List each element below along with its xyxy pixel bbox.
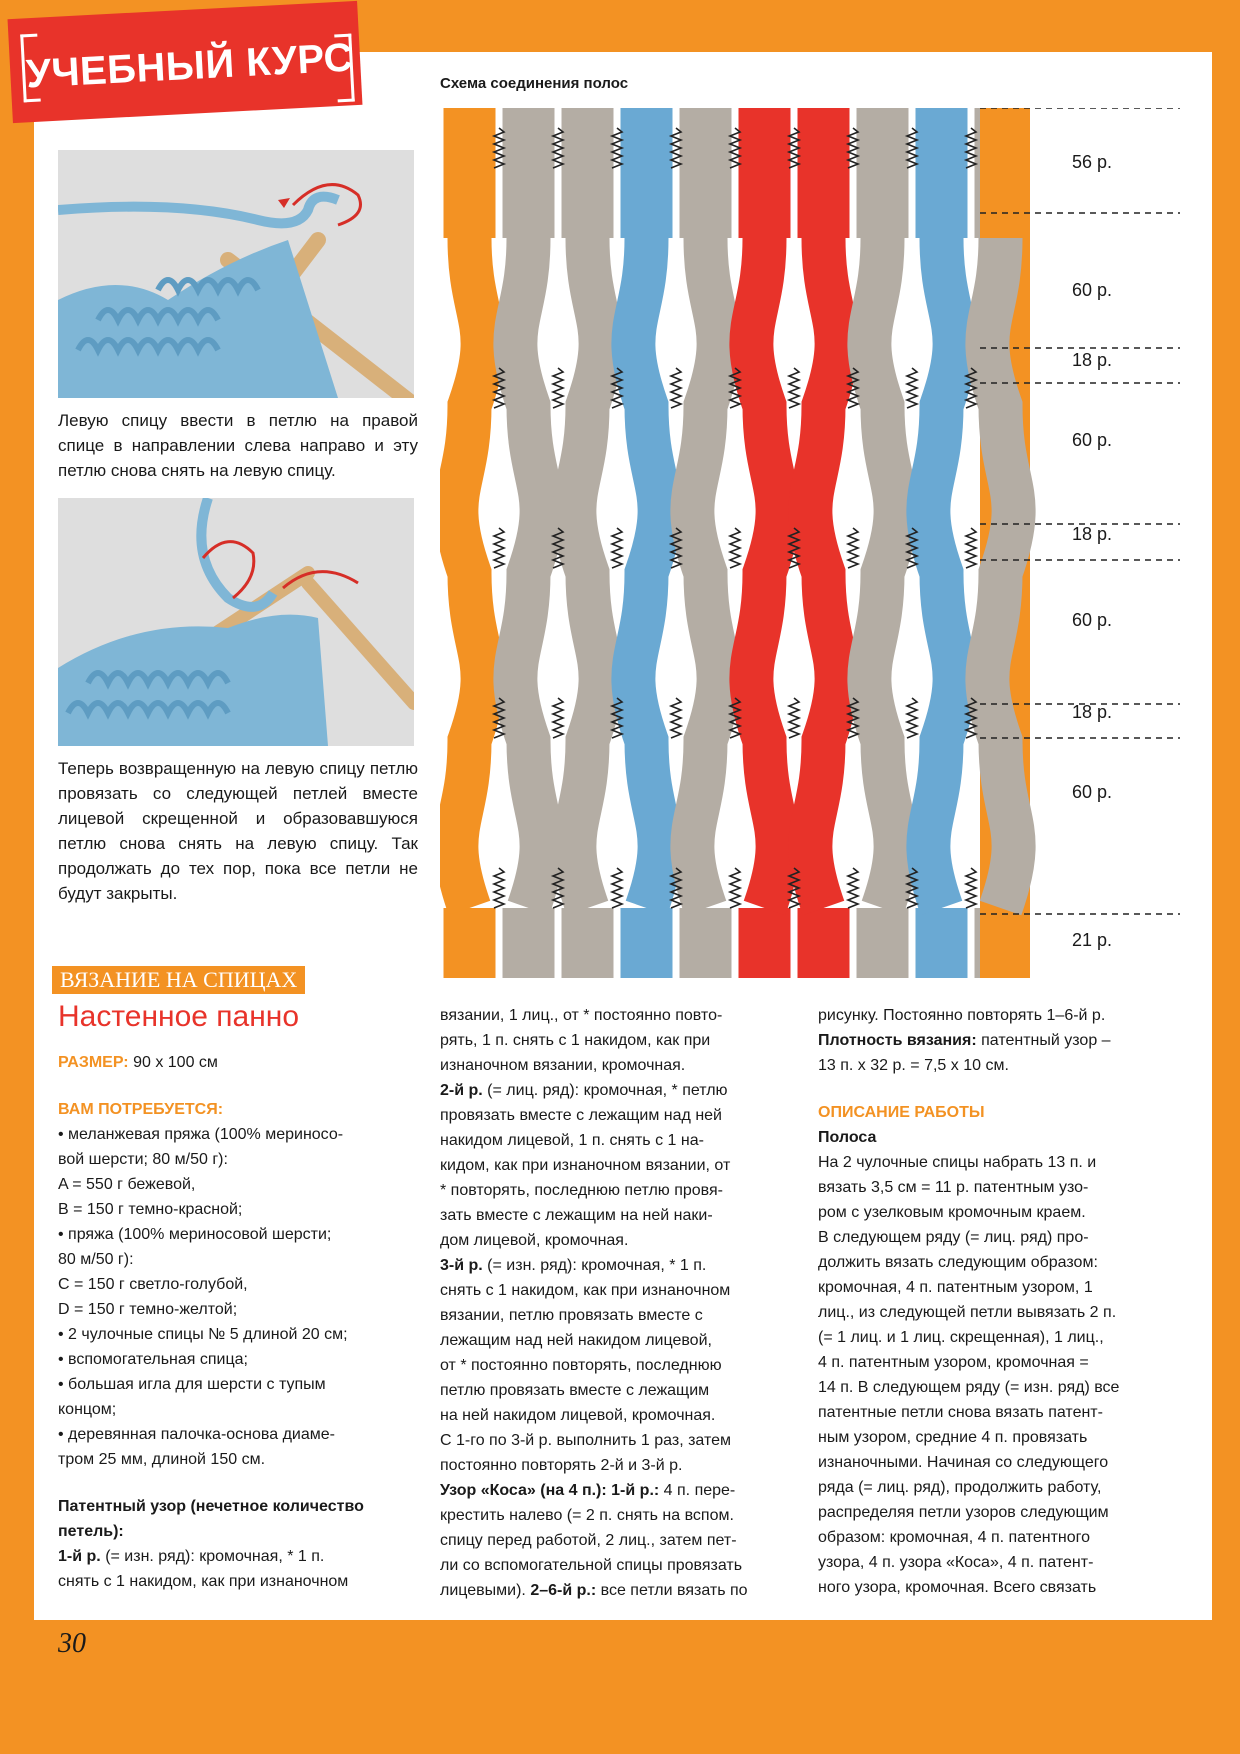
text-line: С 1-го по 3-й р. выполнить 1 раз, затем (440, 1432, 732, 1449)
text-line: рять, 1 п. снять с 1 накидом, как при (440, 1032, 711, 1049)
text-line: На 2 чулочные спицы набрать 13 п. и (818, 1154, 1097, 1171)
text-line: постоянно повторять 2-й и 3-й р. (440, 1457, 683, 1474)
strip-bottom (562, 908, 614, 978)
work-heading: ОПИСАНИЕ РАБОТЫ (818, 1104, 985, 1121)
strip-top (798, 108, 850, 238)
strip-top (621, 108, 673, 238)
text-line: патентные петли снова вязать патент- (818, 1404, 1103, 1421)
text-line: ли со вспомогательной спицы провязать (440, 1557, 743, 1574)
column-1 (58, 1050, 428, 1594)
text-line: • большая игла для шерсти с тупым (58, 1376, 326, 1393)
step1-photo (58, 150, 414, 398)
size-label: РАЗМЕР: (58, 1054, 129, 1071)
text-line: дом лицевой, кромочная. (440, 1232, 629, 1249)
text-line: 80 м/50 г): (58, 1251, 134, 1268)
text-line: спицу перед работой, 2 лиц., затем пет- (440, 1532, 737, 1549)
text-line: на ней накидом лицевой, кромочная. (440, 1407, 716, 1424)
size-value: 90 x 100 см (133, 1054, 218, 1071)
text-line: Плотность вязания: патентный узор – (818, 1032, 1111, 1049)
strip-bottom (916, 908, 968, 978)
text-line: C = 150 г светло-голубой, (58, 1276, 248, 1293)
text-line: • 2 чулочные спицы № 5 длиной 20 см; (58, 1326, 348, 1343)
article-title: Настенное панно (58, 1000, 300, 1033)
row-count-label: 60 р. (1072, 430, 1113, 450)
strip-bottom (680, 908, 732, 978)
work-description (818, 1125, 1188, 1600)
text-line: вязании, петлю провязать вместе с (440, 1307, 703, 1324)
strip-top (562, 108, 614, 238)
materials-list (58, 1122, 428, 1472)
section-label: УЧЕБНЫЙ КУРС (25, 35, 355, 97)
text-line: крестить налево (= 2 п. снять на вспом. (440, 1507, 734, 1524)
column-2 (440, 1003, 800, 1603)
column-3 (818, 1003, 1188, 1600)
right-border (1212, 0, 1240, 1754)
text-line: В следующем ряду (= лиц. ряд) про- (818, 1229, 1089, 1246)
row-count-label: 60 р. (1072, 280, 1113, 300)
text-line: образом: кромочная, 4 п. патентного (818, 1529, 1091, 1546)
strip-connection-scheme (440, 108, 1180, 982)
text-line: • вспомогательная спица; (58, 1351, 248, 1368)
text-line: лежащим над ней накидом лицевой, (440, 1332, 712, 1349)
text-line: ного узора, кромочная. Всего связать (818, 1579, 1097, 1596)
text-line: D = 150 г темно-желтой; (58, 1301, 238, 1318)
text-line: кидом, как при изнаночном вязании, от (440, 1157, 731, 1174)
text-line: зать вместе с лежащим на ней наки- (440, 1207, 713, 1224)
row1-text-a: (= изн. ряд): кромочная, * 1 п. (105, 1548, 325, 1565)
pattern-instructions (440, 1003, 800, 1603)
text-line: узора, 4 п. узора «Коса», 4 п. патент- (818, 1554, 1094, 1571)
text-line: снять с 1 накидом, как при изнаночном (440, 1282, 731, 1299)
text-line: 4 п. патентным узором, кромочная = (818, 1354, 1089, 1371)
strip-top (503, 108, 555, 238)
strip-bottom (857, 908, 909, 978)
text-line: кромочная, 4 п. патентным узором, 1 (818, 1279, 1093, 1296)
text-line: A = 550 г бежевой, (58, 1176, 196, 1193)
text-line: лиц., из следующей петли вывязать 2 п. (818, 1304, 1117, 1321)
text-line: Полоса (818, 1129, 877, 1146)
text-line: 3-й р. (= изн. ряд): кромочная, * 1 п. (440, 1257, 707, 1274)
row-count-label: 60 р. (1072, 610, 1113, 630)
strip-bottom (621, 908, 673, 978)
text-line: накидом лицевой, 1 п. снять с 1 на- (440, 1132, 704, 1149)
row1-label: 1-й р. (58, 1548, 101, 1565)
text-line: • пряжа (100% мериносовой шерсти; (58, 1226, 332, 1243)
text-line: вязать 3,5 см = 11 р. патентным узо- (818, 1179, 1089, 1196)
step1-caption: Левую спицу ввести в петлю на правой спице в направлении слева направо и эту петлю снова снять на левую спицу. (58, 411, 418, 480)
strip-top (739, 108, 791, 238)
scheme-title: Схема соединения полос (440, 75, 629, 92)
text-line: 2-й р. (= лиц. ряд): кромочная, * петлю (440, 1082, 728, 1099)
text-line: B = 150 г темно-красной; (58, 1201, 243, 1218)
text-line: провязать вместе с лежащим над ней (440, 1107, 722, 1124)
row1-text-b: снять с 1 накидом, как при изнаночном (58, 1573, 349, 1590)
text-line: изнаночными. Начиная со следующего (818, 1454, 1109, 1471)
text-line: тром 25 мм, длиной 150 см. (58, 1451, 266, 1468)
text-line: ным узором, средние 4 п. провязать (818, 1429, 1088, 1446)
text-line: распределяя петли узоров следующим (818, 1504, 1109, 1521)
text-line: ром с узелковым кромочным краем. (818, 1204, 1086, 1221)
scheme-diagram (440, 108, 1180, 978)
materials-heading: ВАМ ПОТРЕБУЕТСЯ: (58, 1101, 224, 1118)
row-count-label: 56 р. (1072, 152, 1113, 172)
text-line: • деревянная палочка-основа диаме- (58, 1426, 335, 1443)
left-border (0, 0, 34, 1754)
text-line: концом; (58, 1401, 117, 1418)
strip-top (680, 108, 732, 238)
row-count-label: 18 р. (1072, 524, 1113, 544)
text-line: 14 п. В следующем ряду (= изн. ряд) все (818, 1379, 1120, 1396)
text-line: должить вязать следующим образом: (818, 1254, 1098, 1271)
row-count-label: 21 р. (1072, 930, 1113, 950)
strip-top (444, 108, 496, 238)
text-line: 13 п. x 32 р. = 7,5 x 10 см. (818, 1057, 1009, 1074)
text-line: рисунку. Постоянно повторять 1–6-й р. (818, 1007, 1106, 1024)
text-line: лицевыми). 2–6-й р.: все петли вязать по (440, 1582, 748, 1599)
strip-bottom (798, 908, 850, 978)
step2-photo (58, 498, 414, 746)
row-count-label: 18 р. (1072, 350, 1113, 370)
page-number: 30 (58, 1628, 86, 1659)
text-line: • меланжевая пряжа (100% мериносо- (58, 1126, 344, 1143)
bottom-border (0, 1620, 1240, 1754)
row-count-label: 60 р. (1072, 782, 1113, 802)
text-line: вязании, 1 лиц., от * постоянно повто- (440, 1007, 723, 1024)
strip-top (857, 108, 909, 238)
text-line: * повторять, последнюю петлю провя- (440, 1182, 723, 1199)
text-line: петлю провязать вместе с лежащим (440, 1382, 710, 1399)
density-text (818, 1003, 1188, 1078)
step2-caption: Теперь возвращенную на левую спицу петлю провязать со следующей петлей вместе лицевой скрещенной и образовавшуюся петлю снова снять на левую спицу. Так продолжать до тех пор, пока все петли не будут закрыты. (58, 759, 418, 903)
text-line: изнаночном вязании, кромочная. (440, 1057, 686, 1074)
text-line: вой шерсти; 80 м/50 г): (58, 1151, 228, 1168)
text-line: ряда (= лиц. ряд), продолжить работу, (818, 1479, 1102, 1496)
strip-bottom (444, 908, 496, 978)
pattern-heading: Патентный узор (нечетное количество петель): (58, 1498, 364, 1540)
strip-top (916, 108, 968, 238)
text-line: Узор «Коса» (на 4 п.): 1-й р.: 4 п. пере- (440, 1482, 736, 1499)
strip-bottom (739, 908, 791, 978)
row-count-label: 18 р. (1072, 702, 1113, 722)
text-line: от * постоянно повторять, последнюю (440, 1357, 722, 1374)
category-tag: ВЯЗАНИЕ НА СПИЦАХ (52, 966, 305, 994)
text-line: (= 1 лиц. и 1 лиц. скрещенная), 1 лиц., (818, 1329, 1104, 1346)
strip-bottom (503, 908, 555, 978)
